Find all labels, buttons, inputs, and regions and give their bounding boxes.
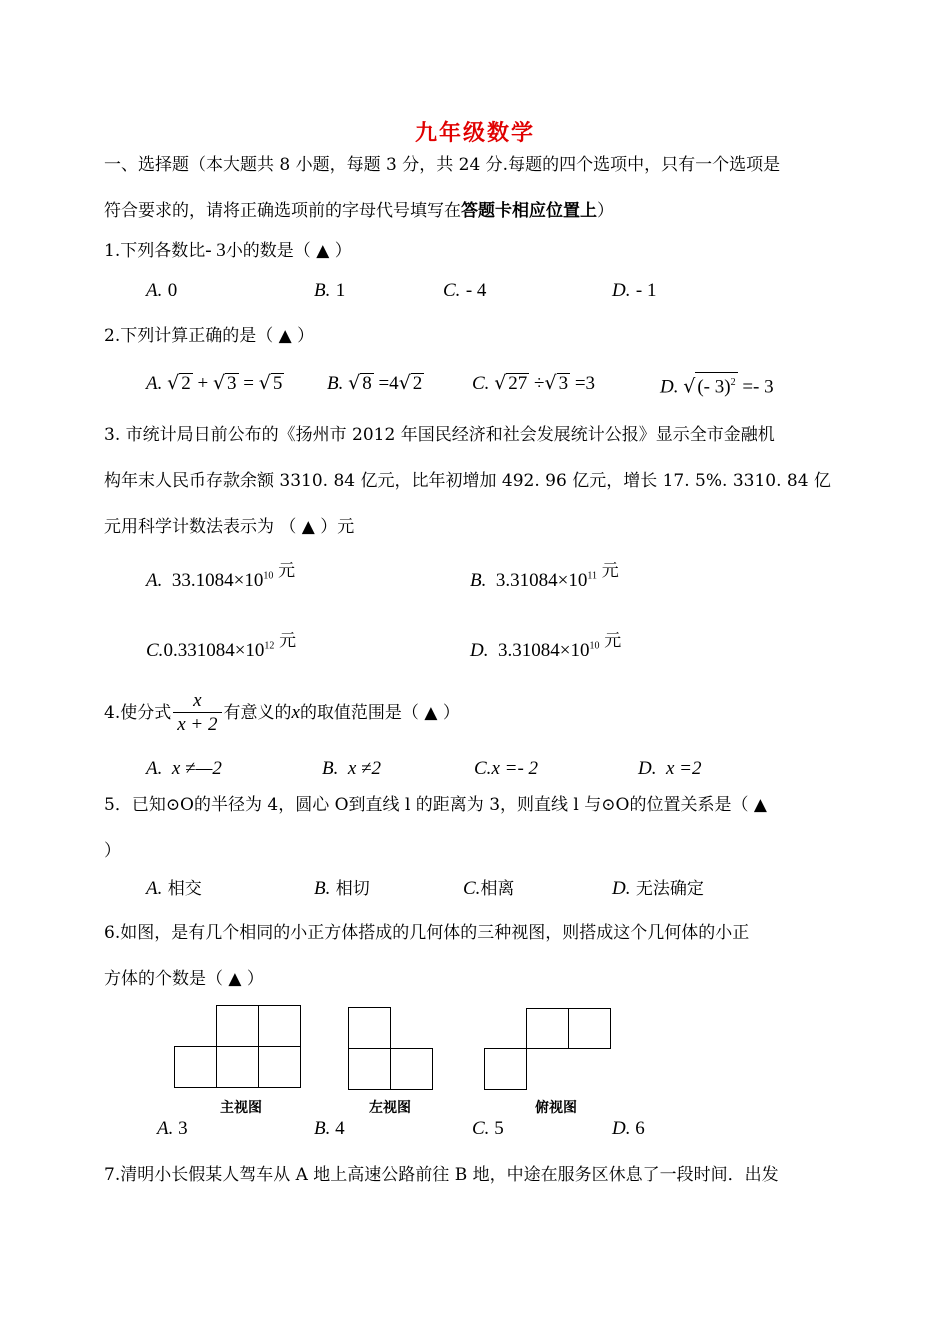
q1-text-a: 1.下列各数比 [104,241,206,261]
option-letter: C. [472,1118,490,1139]
option-value: x =- 2 [491,758,539,779]
times-ten: ×10 [557,570,588,591]
q5-option-b[interactable] [314,874,370,900]
q2-option-c[interactable] [472,372,595,395]
q4-text-a: 4.使分式 [104,703,172,723]
sqrt-symbol: √ [544,372,557,394]
q4-option-a[interactable] [146,758,222,780]
radicand: 2 [181,373,191,394]
radicand: 3 [558,373,569,394]
q2-option-a[interactable] [146,372,284,395]
option-letter: D. [612,280,631,301]
left-view-caption: 左视图 [369,1100,411,1116]
view-cell [216,1005,259,1047]
exponent: 10 [589,640,600,652]
q1-option-b[interactable] [314,280,345,302]
view-cell [258,1046,301,1088]
view-cell [258,1005,301,1047]
denominator: x + 2 [177,714,218,735]
radicand: 2 [412,373,423,394]
q5-option-d[interactable] [612,874,704,900]
unit-label: 元 [278,561,296,580]
option-letter: D. [638,758,657,779]
question-3-line2: 构年末人民币存款余额 3310. 84 亿元，比年初增加 492. 96 亿元，增长 17. 5%. 3310. 84 亿 [104,471,831,491]
option-letter: B. [314,1118,331,1139]
variable: x [291,702,300,723]
q6-option-a[interactable] [157,1118,188,1140]
option-value: 相离 [480,879,515,899]
q1-option-d[interactable] [612,280,656,302]
times-ten: ×10 [559,640,590,661]
option-letter: C. [472,373,490,394]
option-value: x ≠2 [347,758,381,779]
option-value: 相交 [167,879,202,899]
times-ten: ×10 [234,640,265,661]
equals: =4 [378,373,399,394]
mantissa: 33.1084 [171,570,234,591]
option-letter: B. [327,373,344,394]
sqrt-symbol: √ [258,372,271,394]
q1-text-b: 小的数是（ ▲ ） [225,241,352,261]
sqrt-symbol: √ [398,372,411,394]
unit-label: 元 [601,561,619,580]
option-value: 1 [335,280,346,301]
q6-option-b[interactable] [314,1118,345,1140]
unit-label: 元 [279,631,297,650]
option-value: 6 [635,1118,645,1139]
q1-number: - 3 [205,240,226,261]
question-2-stem: 2.下列计算正确的是（ ▲ ） [104,326,315,346]
sqrt-symbol: √ [212,372,226,394]
q2-option-d[interactable] [660,372,774,398]
mantissa: 3.31084 [497,640,560,661]
radicand [695,372,737,397]
option-letter: D. [470,640,489,661]
fraction [173,690,221,737]
option-letter: B. [322,758,339,779]
q4-text-b: 有意义的 [223,703,292,723]
question-5-line2: ） [104,841,121,861]
option-value: 4 [335,1118,345,1139]
question-4-stem [104,690,460,737]
option-letter: D. [612,1118,631,1139]
top-view-caption: 俯视图 [535,1100,577,1116]
operator: ÷ [534,373,545,394]
section-instructions-line1: 一、选择题（本大题共 8 小题，每题 3 分，共 24 分.每题的四个选项中，只有一个选项是 [104,155,781,175]
option-value: 3 [178,1118,188,1139]
instructions-close: ） [597,201,614,221]
times-ten: ×10 [233,570,264,591]
q4-option-c[interactable] [474,758,538,780]
sqrt-symbol: √ [167,372,180,394]
option-letter: C. [146,640,164,661]
radicand: 5 [272,373,283,394]
option-value: 相切 [335,879,370,899]
option-letter: C. [463,878,481,899]
q4-option-d[interactable] [638,758,702,780]
equals: =- 3 [742,376,774,398]
view-cell [568,1008,611,1049]
option-letter: A. [146,570,163,591]
sqrt-symbol: √ [494,372,507,394]
option-value: - 1 [635,280,657,301]
option-letter: D. [660,376,679,398]
q3-option-a[interactable] [146,561,296,592]
mantissa: 0.331084 [163,640,235,661]
option-letter: A. [146,878,163,899]
q3-option-d[interactable] [470,631,622,662]
radicand: 27 [508,373,528,394]
question-3-line3: 元用科学计数法表示为 （ ▲ ）元 [104,517,355,537]
q2-option-b[interactable] [327,372,424,395]
option-letter: C. [443,280,461,301]
q3-option-b[interactable] [470,561,619,592]
exponent: 11 [587,570,597,582]
question-6-line1: 6.如图，是有几个相同的小正方体搭成的几何体的三种视图，则搭成这个几何体的小正 [104,923,750,943]
operator: + [197,373,209,394]
view-cell [526,1008,569,1049]
option-letter: B. [314,878,331,899]
equals: = [243,373,255,394]
option-letter: B. [470,570,487,591]
radicand-base: (- 3) [697,376,731,398]
question-3-line1: 3. 市统计局日前公布的《扬州市 2012 年国民经济和社会发展统计公报》显示全市金融机 [104,425,775,445]
question-7-line1: 7.清明小长假某人驾车从 A 地上高速公路前往 B 地，中途在服务区休息了一段时间．出发 [104,1165,779,1185]
section-instructions-line2 [104,196,614,221]
equals: =3 [574,373,596,394]
q5-option-a[interactable] [146,874,202,900]
exponent: 2 [730,377,736,388]
sqrt-symbol: √ [683,375,696,398]
front-view-caption: 主视图 [220,1100,262,1116]
exponent: 12 [264,640,275,652]
option-value: 5 [494,1118,504,1139]
option-value: - 4 [465,280,487,301]
view-cell [174,1046,217,1088]
q4-text-c: 的取值范围是（ ▲ ） [299,703,460,723]
option-value: 无法确定 [635,879,704,899]
question-6-line2: 方体的个数是（ ▲ ） [104,969,264,989]
q4-option-b[interactable] [322,758,381,780]
exponent: 10 [263,570,274,582]
view-cell [348,1007,391,1049]
q3-option-c[interactable] [146,631,297,662]
view-cell [348,1048,391,1090]
option-letter: A. [146,758,163,779]
unit-label: 元 [604,631,622,650]
option-letter: C. [474,758,492,779]
sqrt-symbol: √ [348,372,361,394]
option-value: x =2 [665,758,702,779]
question-5-line1: 5．已知⊙O的半径为 4，圆心 O到直线 l 的距离为 3，则直线 l 与⊙O的位置关系是（ ▲ [104,795,767,815]
instructions-text: 符合要求的，请将正确选项前的字母代号填写在 [104,201,461,221]
option-value: 0 [167,280,178,301]
option-letter: D. [612,878,631,899]
view-cell [216,1046,259,1088]
radicand: 8 [362,373,372,394]
instructions-bold: 答题卡相应位置上 [461,201,597,221]
radicand: 3 [227,373,237,394]
option-letter: A. [146,280,163,301]
numerator: x [173,690,221,713]
option-letter: A. [146,373,163,394]
page-title: 九年级数学 [414,120,535,146]
view-cell [484,1048,527,1090]
q6-option-c[interactable] [472,1118,504,1140]
option-letter: A. [157,1118,174,1139]
mantissa: 3.31084 [495,570,558,591]
q1-option-c[interactable] [443,280,486,302]
question-1-stem [104,236,352,262]
q6-option-d[interactable] [612,1118,645,1140]
option-value: x ≠—2 [171,758,222,779]
q5-option-c[interactable] [463,874,514,900]
option-letter: B. [314,280,331,301]
q1-option-a[interactable] [146,280,177,302]
view-cell [390,1048,433,1090]
